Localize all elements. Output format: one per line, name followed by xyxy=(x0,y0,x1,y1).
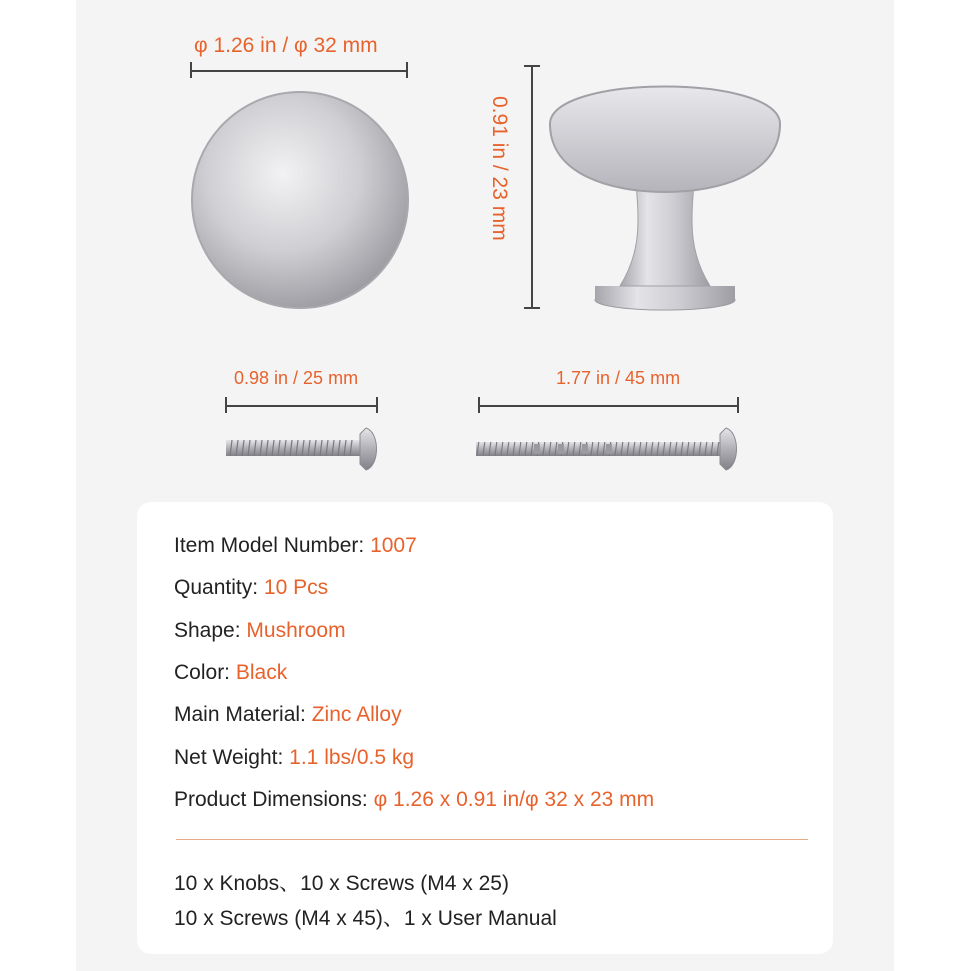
spec-value: Zinc Alloy xyxy=(311,703,402,726)
spec-color xyxy=(174,661,287,685)
spec-value: 1007 xyxy=(370,534,417,557)
spec-value: φ 1.26 x 0.91 in/φ 32 x 23 mm xyxy=(373,788,655,811)
knob-height-tick-top xyxy=(524,65,540,67)
long-screw-tick-right xyxy=(737,397,739,413)
spec-product-dimensions xyxy=(174,788,654,812)
knob-diameter-tick-left xyxy=(190,62,192,78)
knob-diameter-label: φ 1.26 in / φ 32 mm xyxy=(194,34,378,57)
long-screw-length-label: 1.77 in / 45 mm xyxy=(556,368,681,388)
long-screw-tick-left xyxy=(478,397,480,413)
short-screw-image xyxy=(224,424,380,474)
knob-height-tick-bottom xyxy=(524,307,540,309)
knob-side-view-image xyxy=(540,64,790,314)
spec-label: Item Model Number: xyxy=(174,534,371,557)
spec-shape xyxy=(174,619,346,643)
short-screw-length-line xyxy=(226,405,378,407)
spec-main-material xyxy=(174,703,402,727)
knob-diameter-tick-right xyxy=(406,62,408,78)
package-contents-line-2: 10 x Screws (M4 x 45)、1 x User Manual xyxy=(174,907,557,930)
divider xyxy=(176,839,808,840)
spec-value: 1.1 lbs/0.5 kg xyxy=(289,746,415,769)
knob-diameter-line xyxy=(191,70,408,72)
spec-label: Net Weight: xyxy=(174,746,290,769)
spec-label: Product Dimensions: xyxy=(174,788,374,811)
spec-value: Mushroom xyxy=(246,619,346,642)
knob-height-label: 0.91 in / 23 mm xyxy=(488,96,511,241)
spec-label: Shape: xyxy=(174,619,247,642)
long-screw-image xyxy=(474,424,740,474)
knob-height-line xyxy=(531,66,533,308)
spec-label: Quantity: xyxy=(174,576,264,599)
spec-label: Color: xyxy=(174,661,236,684)
spec-model-number xyxy=(174,534,417,558)
spec-quantity xyxy=(174,576,328,600)
short-screw-tick-right xyxy=(376,397,378,413)
knob-top-view-image xyxy=(188,88,412,312)
short-screw-tick-left xyxy=(225,397,227,413)
spec-net-weight xyxy=(174,746,414,770)
spec-label: Main Material: xyxy=(174,703,312,726)
short-screw-length-label: 0.98 in / 25 mm xyxy=(234,368,359,388)
spec-value: Black xyxy=(235,661,288,684)
package-contents-line-1: 10 x Knobs、10 x Screws (M4 x 25) xyxy=(174,872,509,895)
spec-value: 10 Pcs xyxy=(263,576,329,599)
long-screw-length-line xyxy=(479,405,739,407)
